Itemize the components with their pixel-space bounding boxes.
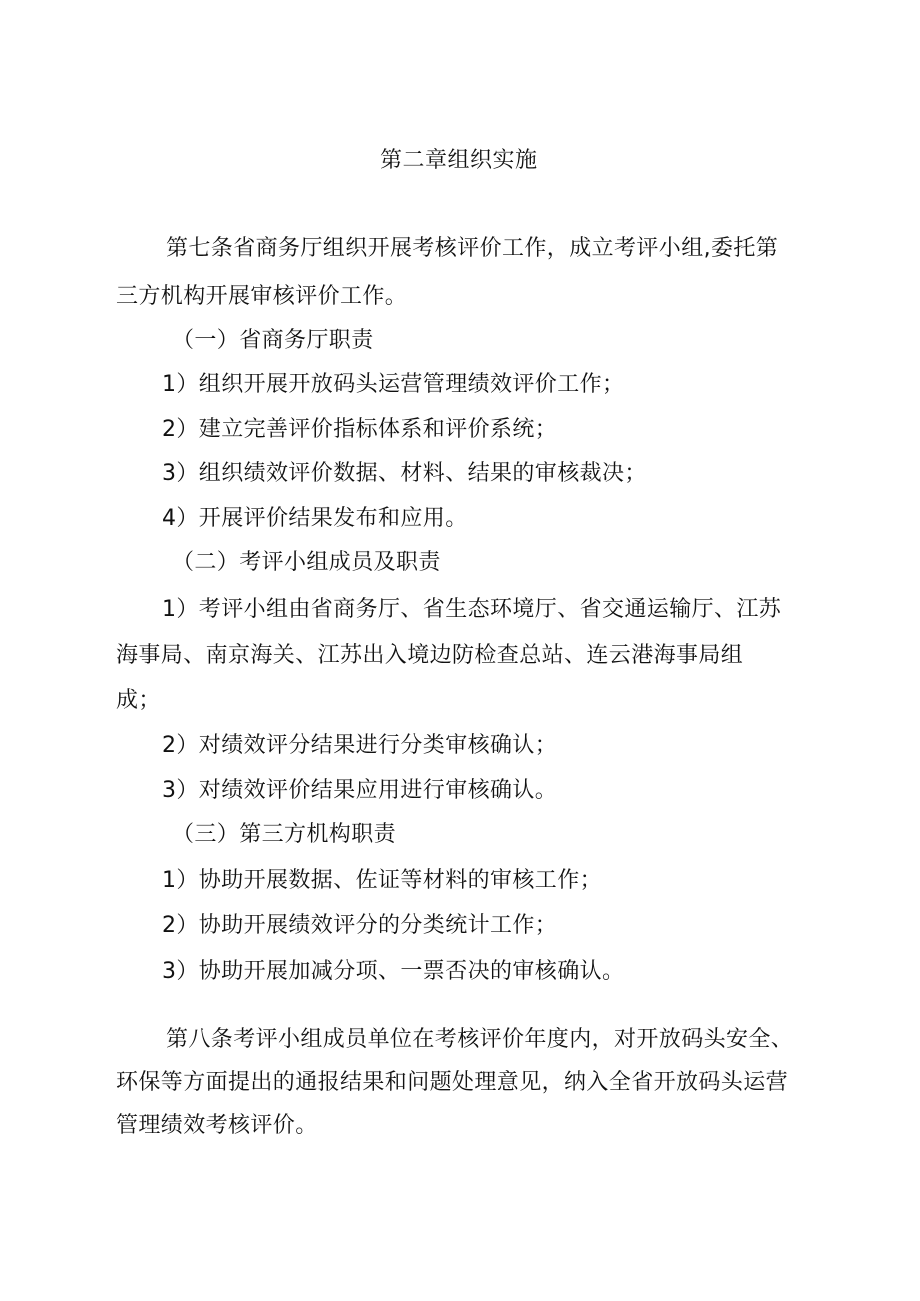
section-3-item-3: 3）协助开展加减分项、一票否决的审核确认。 xyxy=(162,959,625,984)
section-2-item-1-line-1: 1）考评小组由省商务厅、省生态环境厅、省交通运输厅、江苏 xyxy=(162,597,782,622)
section-2-item-1-line-2: 海事局、南京海关、江苏出入境边防检查总站、连云港海事局组 xyxy=(116,643,744,668)
article-8-line-3: 管理绩效考核评价。 xyxy=(116,1113,318,1138)
section-2-item-2: 2）对绩效评分结果进行分类审核确认； xyxy=(162,733,558,758)
section-2-item-1-line-3: 成； xyxy=(116,688,161,713)
section-1-item-2: 2）建立完善评价指标体系和评价系统； xyxy=(162,417,558,442)
section-2-heading: （二）考评小组成员及职责 xyxy=(172,550,441,575)
section-1-item-3: 3）组织绩效评价数据、材料、结果的审核裁决； xyxy=(162,461,647,486)
article-7-line-2: 三方机构开展审核评价工作。 xyxy=(116,284,408,309)
section-3-item-2: 2）协助开展绩效评分的分类统计工作； xyxy=(162,913,558,938)
article-8-line-2: 环保等方面提出的通报结果和问题处理意见，纳入全省开放码头运营 xyxy=(116,1070,789,1095)
section-3-item-1: 1）协助开展数据、佐证等材料的审核工作； xyxy=(162,868,602,893)
article-7-line-1: 第七条省商务厅组织开展考核评价工作，成立考评小组,委托第 xyxy=(166,236,779,261)
section-1-heading: （一）省商务厅职责 xyxy=(172,328,374,353)
section-2-item-3: 3）对绩效评价结果应用进行审核确认。 xyxy=(162,778,558,803)
article-8-line-1: 第八条考评小组成员单位在考核评价年度内，对开放码头安全、 xyxy=(166,1027,794,1052)
section-1-item-1: 1）组织开展开放码头运营管理绩效评价工作； xyxy=(162,372,625,397)
section-1-item-4: 4）开展评价结果发布和应用。 xyxy=(162,506,468,531)
chapter-title: 第二章组织实施 xyxy=(380,148,538,173)
section-3-heading: （三）第三方机构职责 xyxy=(172,822,397,847)
